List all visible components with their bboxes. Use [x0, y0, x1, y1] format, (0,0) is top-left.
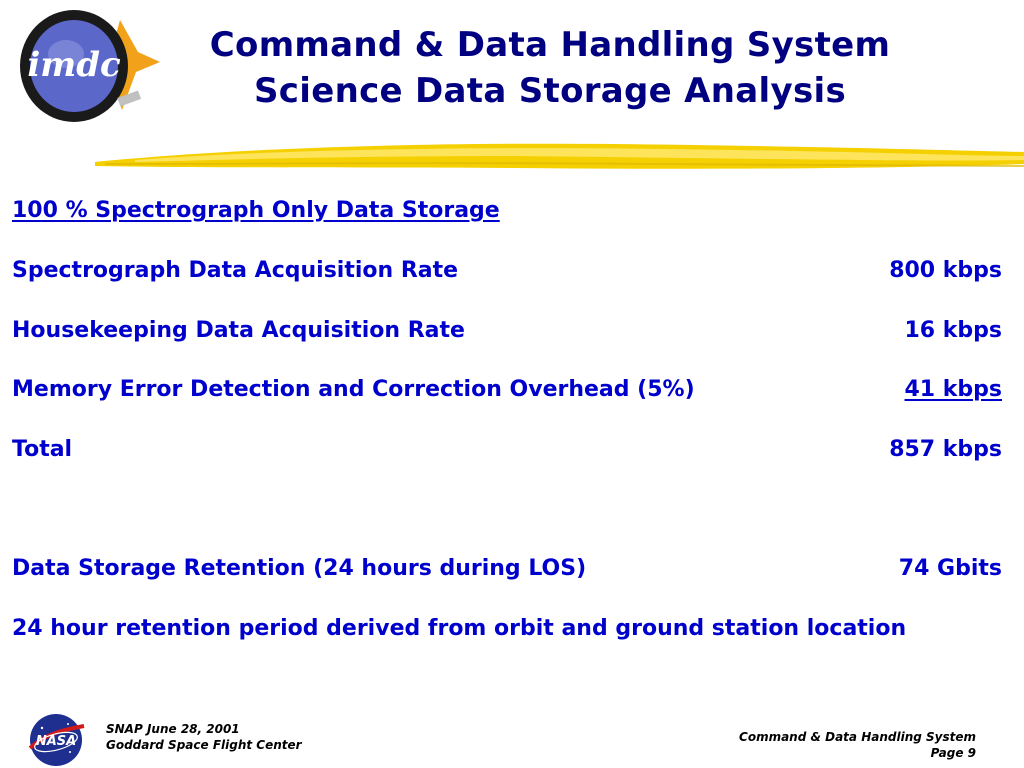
row-label: Data Storage Retention (24 hours during LOS)	[12, 556, 587, 581]
footer-left	[106, 721, 302, 753]
row-label: Spectrograph Data Acquisition Rate	[12, 258, 459, 283]
title-line-1: Command & Data Handling System	[209, 25, 891, 65]
row-label: Total	[12, 437, 73, 462]
nasa-logo	[22, 712, 90, 768]
section-heading-text: 100 % Spectrograph Only Data Storage	[12, 198, 500, 223]
row-storage-retention	[12, 554, 1002, 584]
row-label: Housekeeping Data Acquisition Rate	[12, 318, 465, 343]
imdc-logo-text: imdc	[27, 45, 121, 85]
divider-brush-stroke	[95, 134, 1024, 178]
row-value: 74 Gbits	[898, 556, 1002, 581]
row-value: 857 kbps	[889, 437, 1002, 462]
footer-right	[739, 729, 976, 761]
retention-note	[12, 614, 1002, 644]
row-housekeeping-rate	[12, 316, 1002, 346]
page-title	[170, 22, 930, 114]
row-label: Memory Error Detection and Correction Overhead (5%)	[12, 377, 695, 402]
row-spectrograph-rate	[12, 256, 1002, 286]
row-edac-overhead	[12, 375, 1002, 405]
imdc-logo	[10, 6, 162, 124]
row-value: 16 kbps	[904, 318, 1002, 343]
section-heading	[12, 196, 1002, 226]
retention-note-text: 24 hour retention period derived from orbit and ground station location	[12, 616, 907, 641]
row-total	[12, 435, 1002, 465]
footer-organization: Goddard Space Flight Center	[106, 738, 302, 752]
row-value: 41 kbps	[904, 377, 1002, 402]
footer-date: SNAP June 28, 2001	[106, 722, 240, 736]
row-value: 800 kbps	[889, 258, 1002, 283]
title-line-2: Science Data Storage Analysis	[254, 71, 846, 111]
nasa-logo-text: NASA	[35, 734, 77, 749]
footer-page-number: Page 9	[930, 746, 976, 760]
footer-document-title: Command & Data Handling System	[739, 730, 976, 744]
